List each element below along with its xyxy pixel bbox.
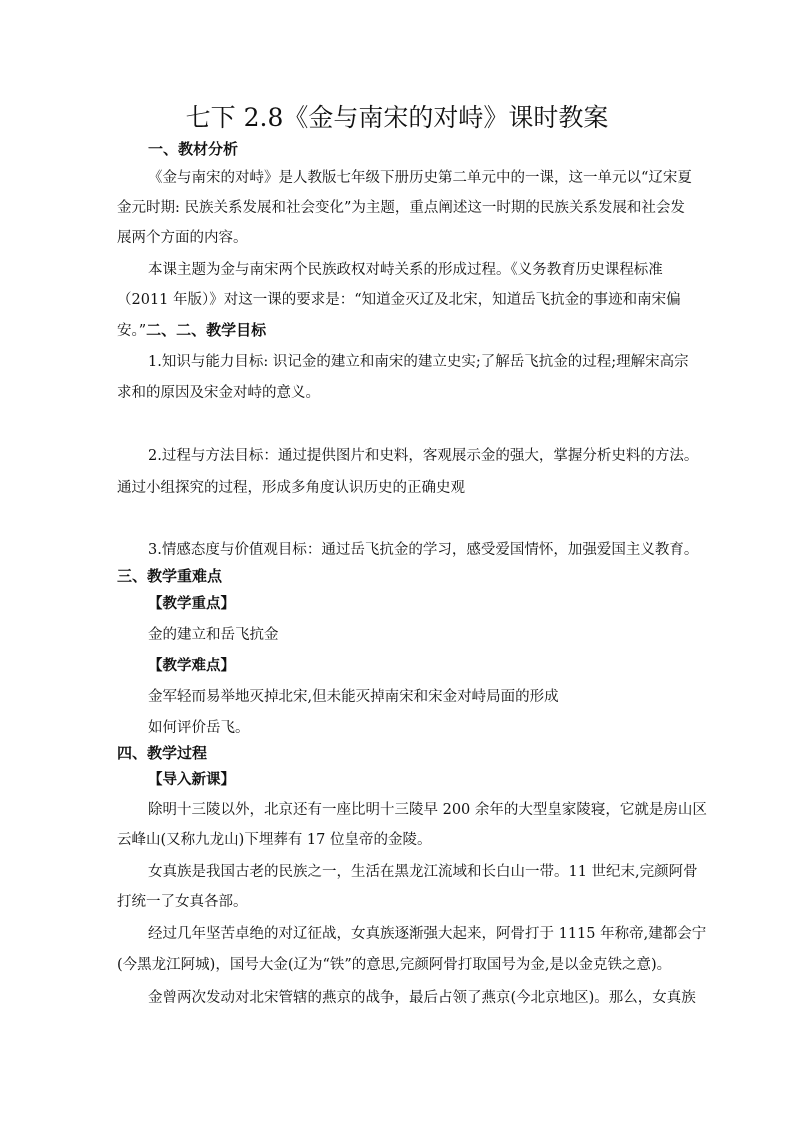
paragraph-line: 金元时期: 民族关系发展和社会变化”为主题，重点阐述这一时期的民族关系发展和社会发	[117, 200, 685, 216]
paragraph-line: （2011 年版）》对这一课的要求是：“知道金灭辽及北宋，知道岳飞抗金的事迹和南宋偏	[117, 292, 681, 308]
key-point-text: 金的建立和岳飞抗金	[148, 627, 279, 643]
paragraph-line: 女真族是我国古老的民族之一，生活在黑龙江流域和长白山一带。11 世纪末,完颜阿骨	[148, 864, 698, 880]
section-heading-key-points: 三、教学重难点	[117, 567, 223, 585]
goal-line: 2.过程与方法目标：通过提供图片和史料，客观展示金的强大，掌握分析史料的方法。	[148, 448, 699, 464]
paragraph-line: 打统一了女真各部。	[117, 894, 248, 910]
intro-label: 【导入新课】	[148, 771, 235, 788]
goal-line: 求和的原因及宋金对峙的意义。	[117, 385, 320, 401]
paragraph-line: 展两个方面的内容。	[117, 230, 248, 246]
section-heading-textbook-analysis: 一、教材分析	[148, 140, 239, 158]
paragraph-line: 本课主题为金与南宋两个民族政权对峙关系的形成过程。《义务教育历史课程标准	[148, 262, 663, 278]
paragraph-line: 经过几年坚苦卓绝的对辽征战，女真族逐渐强大起来，阿骨打于 1115 年称帝,建都会宁	[148, 926, 707, 942]
key-point-label: 【教学重点】	[148, 595, 235, 612]
goal-line: 3.情感态度与价值观目标：通过岳飞抗金的学习，感受爱国情怀，加强爱国主义教育。	[148, 542, 699, 558]
difficulty-text: 金军轻而易举地灭掉北宋,但未能灭掉南宋和宋金对峙局面的形成	[148, 689, 559, 705]
document-title: 七下 2.8《金与南宋的对峙》课时教案	[185, 103, 609, 132]
paragraph-line: 除明十三陵以外，北京还有一座比明十三陵早 200 余年的大型皇家陵寝，它就是房山区	[148, 802, 707, 818]
paragraph-fragment: 安。”	[117, 323, 147, 339]
section-heading-teaching-goals: 二、二、教学目标	[146, 321, 267, 339]
paragraph-line	[117, 320, 266, 341]
paragraph-line: (今黑龙江阿城)，国号大金(辽为“铁”的意思,完颜阿骨打取国号为金,是以金克铁之意)。	[117, 957, 672, 973]
paragraph-line: 《金与南宋的对峙》是人教版七年级下册历史第二单元中的一课，这一单元以“辽宋夏	[148, 170, 692, 186]
goal-line: 通过小组探究的过程，形成多角度认识历史的正确史观	[117, 480, 465, 496]
difficulty-label: 【教学难点】	[148, 657, 235, 674]
paragraph-line: 金曾两次发动对北宋管辖的燕京的战争，最后占领了燕京(今北京地区)。那么，女真族	[148, 990, 696, 1006]
goal-line: 1.知识与能力目标: 识记金的建立和南宋的建立史实;了解岳飞抗金的过程;理解宋高宗	[148, 354, 689, 370]
paragraph-line: 云峰山(又称九龙山)下埋葬有 17 位皇帝的金陵。	[117, 832, 432, 848]
section-heading-teaching-process: 四、教学过程	[117, 744, 208, 762]
difficulty-text: 如何评价岳飞。	[148, 720, 250, 736]
